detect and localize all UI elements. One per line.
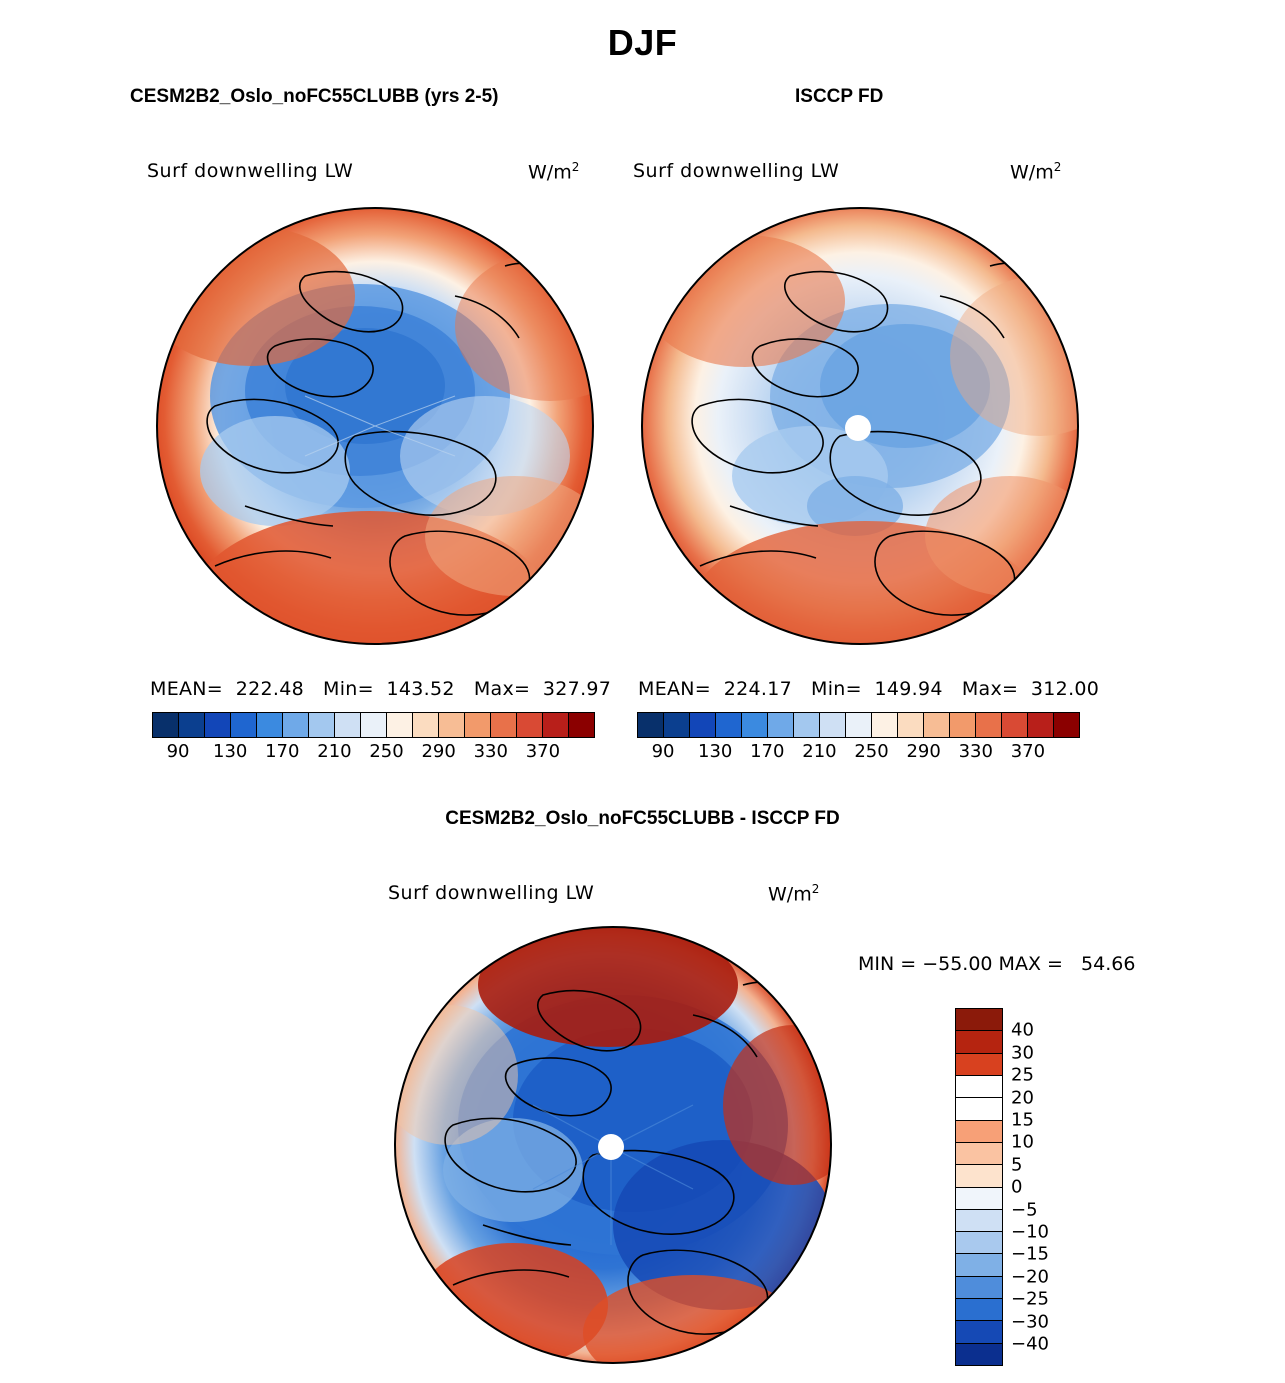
polar-map-right-svg xyxy=(640,206,1080,646)
var-label-diff: Surf downwelling LW xyxy=(388,882,595,904)
map-right xyxy=(640,206,1080,646)
map-left xyxy=(155,206,595,646)
panel-title-diff: CESM2B2_Oslo_noFC55CLUBB - ISCCP FD xyxy=(445,808,840,829)
tick-label: 210 xyxy=(802,741,837,762)
colorbar-left-cells xyxy=(152,712,595,738)
tick-label: 40 xyxy=(1011,1019,1034,1041)
tick-label: 90 xyxy=(166,741,190,762)
tick-label: 25 xyxy=(1011,1064,1034,1086)
tick-label: 250 xyxy=(369,741,404,762)
colorbar-left xyxy=(152,712,595,769)
tick-label: −5 xyxy=(1011,1199,1038,1221)
stats-left: MEAN= 222.48 Min= 143.52 Max= 327.97 xyxy=(150,678,612,700)
tick-label: 290 xyxy=(421,741,456,762)
tick-label: −20 xyxy=(1011,1266,1049,1288)
tick-label: −10 xyxy=(1011,1221,1049,1243)
colorbar-right xyxy=(637,712,1080,769)
page-title: DJF xyxy=(607,22,678,63)
panel-title-right: ISCCP FD xyxy=(795,86,884,107)
tick-label: 330 xyxy=(958,741,993,762)
tick-label: 170 xyxy=(750,741,785,762)
colorbar-left-ticks xyxy=(152,741,595,769)
polar-map-left-svg xyxy=(155,206,595,646)
colorbar-diff xyxy=(955,1008,1085,1366)
units-label-left: $W/m^2$ xyxy=(528,160,580,184)
tick-label: 330 xyxy=(473,741,508,762)
colorbar-right-cells xyxy=(637,712,1080,738)
tick-label: 290 xyxy=(906,741,941,762)
minmax-diff: MIN = −55.00 MAX = 54.66 xyxy=(858,953,1136,975)
pole-marker xyxy=(598,1134,624,1160)
tick-label: 30 xyxy=(1011,1042,1034,1064)
var-label-left: Surf downwelling LW xyxy=(147,160,354,182)
tick-label: 20 xyxy=(1011,1087,1034,1109)
tick-label: 170 xyxy=(265,741,300,762)
tick-label: −15 xyxy=(1011,1243,1049,1265)
units-label-diff: $W/m^2$ xyxy=(768,882,820,906)
tick-label: 370 xyxy=(525,741,561,762)
pole-marker xyxy=(845,415,871,441)
tick-label: 130 xyxy=(698,741,733,762)
tick-label: 210 xyxy=(317,741,352,762)
tick-label: −30 xyxy=(1011,1311,1049,1333)
tick-label: 0 xyxy=(1011,1176,1023,1198)
colorbar-diff-cells xyxy=(955,1008,1003,1366)
tick-label: 130 xyxy=(213,741,248,762)
var-label-right: Surf downwelling LW xyxy=(633,160,840,182)
tick-label: −25 xyxy=(1011,1288,1049,1310)
units-label-right: $W/m^2$ xyxy=(1010,160,1062,184)
tick-label: 370 xyxy=(1010,741,1046,762)
tick-label: 250 xyxy=(854,741,889,762)
colorbar-diff-ticks xyxy=(1011,1008,1071,1366)
colorbar-right-ticks xyxy=(637,741,1080,769)
tick-label: −40 xyxy=(1011,1333,1049,1355)
polar-map-diff-svg xyxy=(393,925,833,1365)
panel-title-left: CESM2B2_Oslo_noFC55CLUBB (yrs 2-5) xyxy=(130,86,499,107)
stats-right: MEAN= 224.17 Min= 149.94 Max= 312.00 xyxy=(638,678,1100,700)
tick-label: 90 xyxy=(651,741,675,762)
map-diff xyxy=(393,925,833,1365)
tick-label: 15 xyxy=(1011,1109,1034,1131)
tick-label: 5 xyxy=(1011,1154,1023,1176)
tick-label: 10 xyxy=(1011,1131,1034,1153)
